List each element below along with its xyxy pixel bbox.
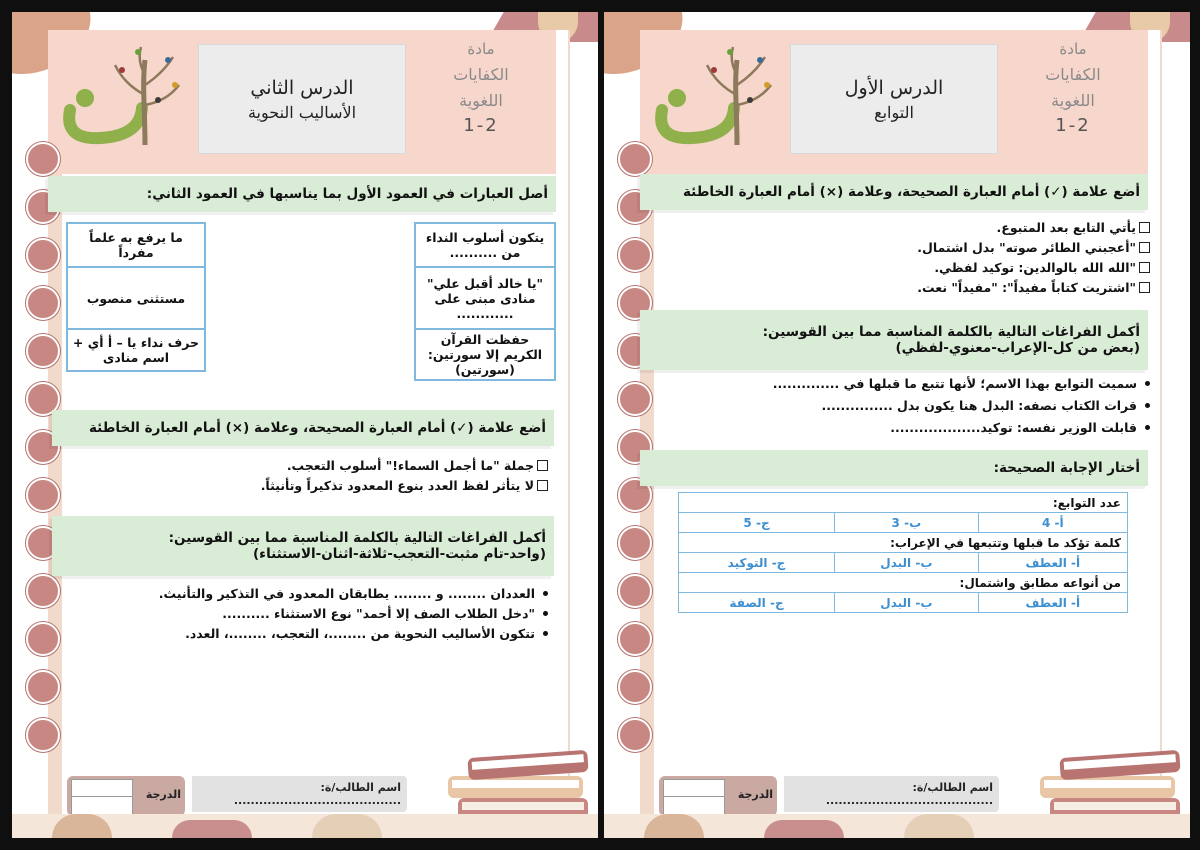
subject-level: 1-2 xyxy=(463,115,499,136)
fill-blank-item xyxy=(773,376,1150,391)
mcq-option[interactable]: أ- العطف xyxy=(978,553,1127,573)
fill-blank-item xyxy=(185,626,548,641)
lesson-title-box xyxy=(790,44,998,154)
question-text: أكمل الفراغات التالية بالكلمة المناسبة مما بين القوسين: xyxy=(762,324,1140,340)
true-false-text: لا يتأثر لفظ العدد بنوع المعدود تذكيراً وتأنيثاً. xyxy=(260,478,534,493)
subject-label xyxy=(406,36,556,138)
binder-ring xyxy=(26,142,60,176)
mcq-question: من أنواعه مطابق واشتمال: xyxy=(679,573,1128,593)
subject-line: الكفايات xyxy=(453,65,509,84)
student-name-field[interactable] xyxy=(192,776,407,812)
fill-blank-text: سميت التوابع بهذا الاسم؛ لأنها تتبع ما قبلها في .............. xyxy=(772,376,1137,391)
word-bank: (بعض من كل-الإعراب-معنوي-لفظي) xyxy=(895,340,1140,356)
bullet-icon xyxy=(1145,381,1150,386)
match-item: حرف نداء يا – أ أي + اسم منادى xyxy=(67,329,205,371)
student-footer xyxy=(659,776,999,812)
bullet-icon xyxy=(1145,403,1150,408)
grade-box[interactable] xyxy=(659,776,777,816)
question-text: أختار الإجابة الصحيحة: xyxy=(993,460,1140,476)
bullet-icon xyxy=(543,631,548,636)
fill-blank-text: تتكون الأساليب النحوية من ........، التعجب، ........، العدد. xyxy=(185,626,535,641)
true-false-item xyxy=(261,478,548,493)
lesson-title-box xyxy=(198,44,406,154)
match-column-1 xyxy=(414,222,556,381)
lesson-number: الدرس الأول xyxy=(844,76,944,99)
multiple-choice-table xyxy=(678,492,1128,613)
worksheet-page-lesson-2 xyxy=(12,12,598,838)
grade-cells xyxy=(71,779,133,815)
decorative-band xyxy=(604,814,1190,838)
question-text: أصل العبارات في العمود الأول بما يناسبها في العمود الثاني: xyxy=(146,186,548,202)
fill-blank-item xyxy=(821,398,1150,413)
question-heading xyxy=(640,310,1148,370)
binder-ring xyxy=(618,142,652,176)
binder-ring xyxy=(26,718,60,752)
match-column-2 xyxy=(66,222,206,372)
true-false-text: "أعجبني الطائر صوته" بدل اشتمال. xyxy=(917,240,1136,255)
true-false-text: "الله الله بالوالدين: توكيد لفظي. xyxy=(934,260,1136,275)
question-text: أضع علامة (✓) أمام العبارة الصحيحة، وعلامة (×) أمام العبارة الخاطئة xyxy=(89,420,546,436)
mcq-option[interactable]: ب- البدل xyxy=(835,553,979,573)
question-heading xyxy=(48,176,556,212)
subject-line: مادة xyxy=(467,40,495,58)
binder-ring xyxy=(26,670,60,704)
true-false-text: "اشتريت كتاباً مفيداً": "مفيداً" نعت. xyxy=(917,280,1136,295)
subject-line: الكفايات xyxy=(1045,65,1101,84)
binder-ring xyxy=(26,334,60,368)
mcq-option[interactable]: ب- البدل xyxy=(835,593,979,613)
fill-blank-text: العددان ........ و ........ يطابقان المعدود في التذكير والتأنيث. xyxy=(158,586,535,601)
binder-ring xyxy=(26,574,60,608)
subject-label xyxy=(998,36,1148,138)
fill-blank-text: قرات الكتاب نصفه: البدل هنا يكون بدل ............... xyxy=(821,398,1137,413)
match-item: يتكون أسلوب النداء من .......... xyxy=(415,223,555,267)
subject-level: 1-2 xyxy=(1055,115,1091,136)
grade-cells xyxy=(663,779,725,815)
binder-ring xyxy=(26,238,60,272)
binder-ring xyxy=(618,622,652,656)
mcq-option[interactable]: أ- 4 xyxy=(978,513,1127,533)
fill-blank-text: "دخل الطلاب الصف إلا أحمد" نوع الاستثناء .......... xyxy=(222,606,535,621)
binder-ring xyxy=(26,478,60,512)
student-name-label: اسم الطالب/ة: ........................................ xyxy=(233,781,401,807)
mcq-option[interactable]: أ- العطف xyxy=(978,593,1127,613)
lesson-number: الدرس الثاني xyxy=(250,76,354,99)
binder-rings xyxy=(26,142,58,782)
fill-blank-item xyxy=(159,586,548,601)
true-false-item xyxy=(287,458,548,473)
mcq-question: كلمة تؤكد ما قبلها وتتبعها في الإعراب: xyxy=(679,533,1128,553)
binder-ring xyxy=(618,670,652,704)
bullet-icon xyxy=(1145,425,1150,430)
binder-ring xyxy=(26,622,60,656)
match-item: مستثنى منصوب xyxy=(67,267,205,329)
question-text: أكمل الفراغات التالية بالكلمة المناسبة مما بين القوسين: xyxy=(168,530,546,546)
letter-tree-logo-icon xyxy=(50,40,190,160)
checkbox-icon[interactable] xyxy=(537,480,548,491)
subject-line: اللغوية xyxy=(459,91,503,110)
true-false-item xyxy=(997,220,1150,235)
binder-ring xyxy=(618,382,652,416)
mcq-option[interactable]: ج- التوكيد xyxy=(679,553,835,573)
binder-ring xyxy=(618,526,652,560)
checkbox-icon[interactable] xyxy=(1139,262,1150,273)
grade-box[interactable] xyxy=(67,776,185,816)
match-item: حفظت القرآن الكريم إلا سورتين: (سورتين) xyxy=(415,329,555,380)
decorative-band xyxy=(12,814,598,838)
fill-blank-item xyxy=(890,420,1150,435)
grade-label: الدرجة xyxy=(145,788,181,801)
checkbox-icon[interactable] xyxy=(1139,282,1150,293)
mcq-option[interactable]: ج- الصفة xyxy=(679,593,835,613)
word-bank: (واحد-تام مثبت-التعجب-ثلاثة-اثنان-الاستثناء) xyxy=(253,546,546,562)
lesson-header xyxy=(640,30,1148,174)
fill-blank-text: قابلت الوزير نفسه: توكيد................... xyxy=(890,420,1137,435)
match-item: ما يرفع به علماً مفرداً xyxy=(67,223,205,267)
question-heading xyxy=(52,410,554,446)
worksheet-page-lesson-1 xyxy=(604,12,1190,838)
true-false-item xyxy=(917,280,1150,295)
lesson-header xyxy=(48,30,556,174)
fill-blank-item xyxy=(222,606,548,621)
mcq-option[interactable]: ج- 5 xyxy=(679,513,835,533)
match-item: "يا خالد أقبل علي" منادى مبنى على ............ xyxy=(415,267,555,329)
grade-label: الدرجة xyxy=(737,788,773,801)
subject-line: اللغوية xyxy=(1051,91,1095,110)
checkbox-icon[interactable] xyxy=(1139,222,1150,233)
subject-line: مادة xyxy=(1059,40,1087,58)
checkbox-icon[interactable] xyxy=(1139,242,1150,253)
question-heading xyxy=(640,174,1148,210)
checkbox-icon[interactable] xyxy=(537,460,548,471)
student-footer xyxy=(67,776,407,812)
true-false-item xyxy=(917,240,1150,255)
student-name-label: اسم الطالب/ة: ........................................ xyxy=(825,781,993,807)
binder-ring xyxy=(618,718,652,752)
mcq-option[interactable]: ب- 3 xyxy=(835,513,979,533)
true-false-text: يأتي التابع بعد المتبوع. xyxy=(996,220,1136,235)
lesson-topic: التوابع xyxy=(874,102,914,122)
true-false-text: جملة "ما أجمل السماء!" أسلوب التعجب. xyxy=(286,458,534,473)
question-heading xyxy=(640,450,1148,486)
bullet-icon xyxy=(543,611,548,616)
question-heading xyxy=(52,516,554,576)
binder-ring xyxy=(26,286,60,320)
bullet-icon xyxy=(543,591,548,596)
question-text: أضع علامة (✓) أمام العبارة الصحيحة، وعلامة (×) أمام العبارة الخاطئة xyxy=(683,184,1140,200)
mcq-question: عدد التوابع: xyxy=(679,493,1128,513)
student-name-field[interactable] xyxy=(784,776,999,812)
letter-tree-logo-icon xyxy=(642,40,782,160)
binder-ring xyxy=(618,574,652,608)
lesson-topic: الأساليب النحوية xyxy=(247,102,357,122)
true-false-item xyxy=(934,260,1150,275)
binder-ring xyxy=(618,238,652,272)
